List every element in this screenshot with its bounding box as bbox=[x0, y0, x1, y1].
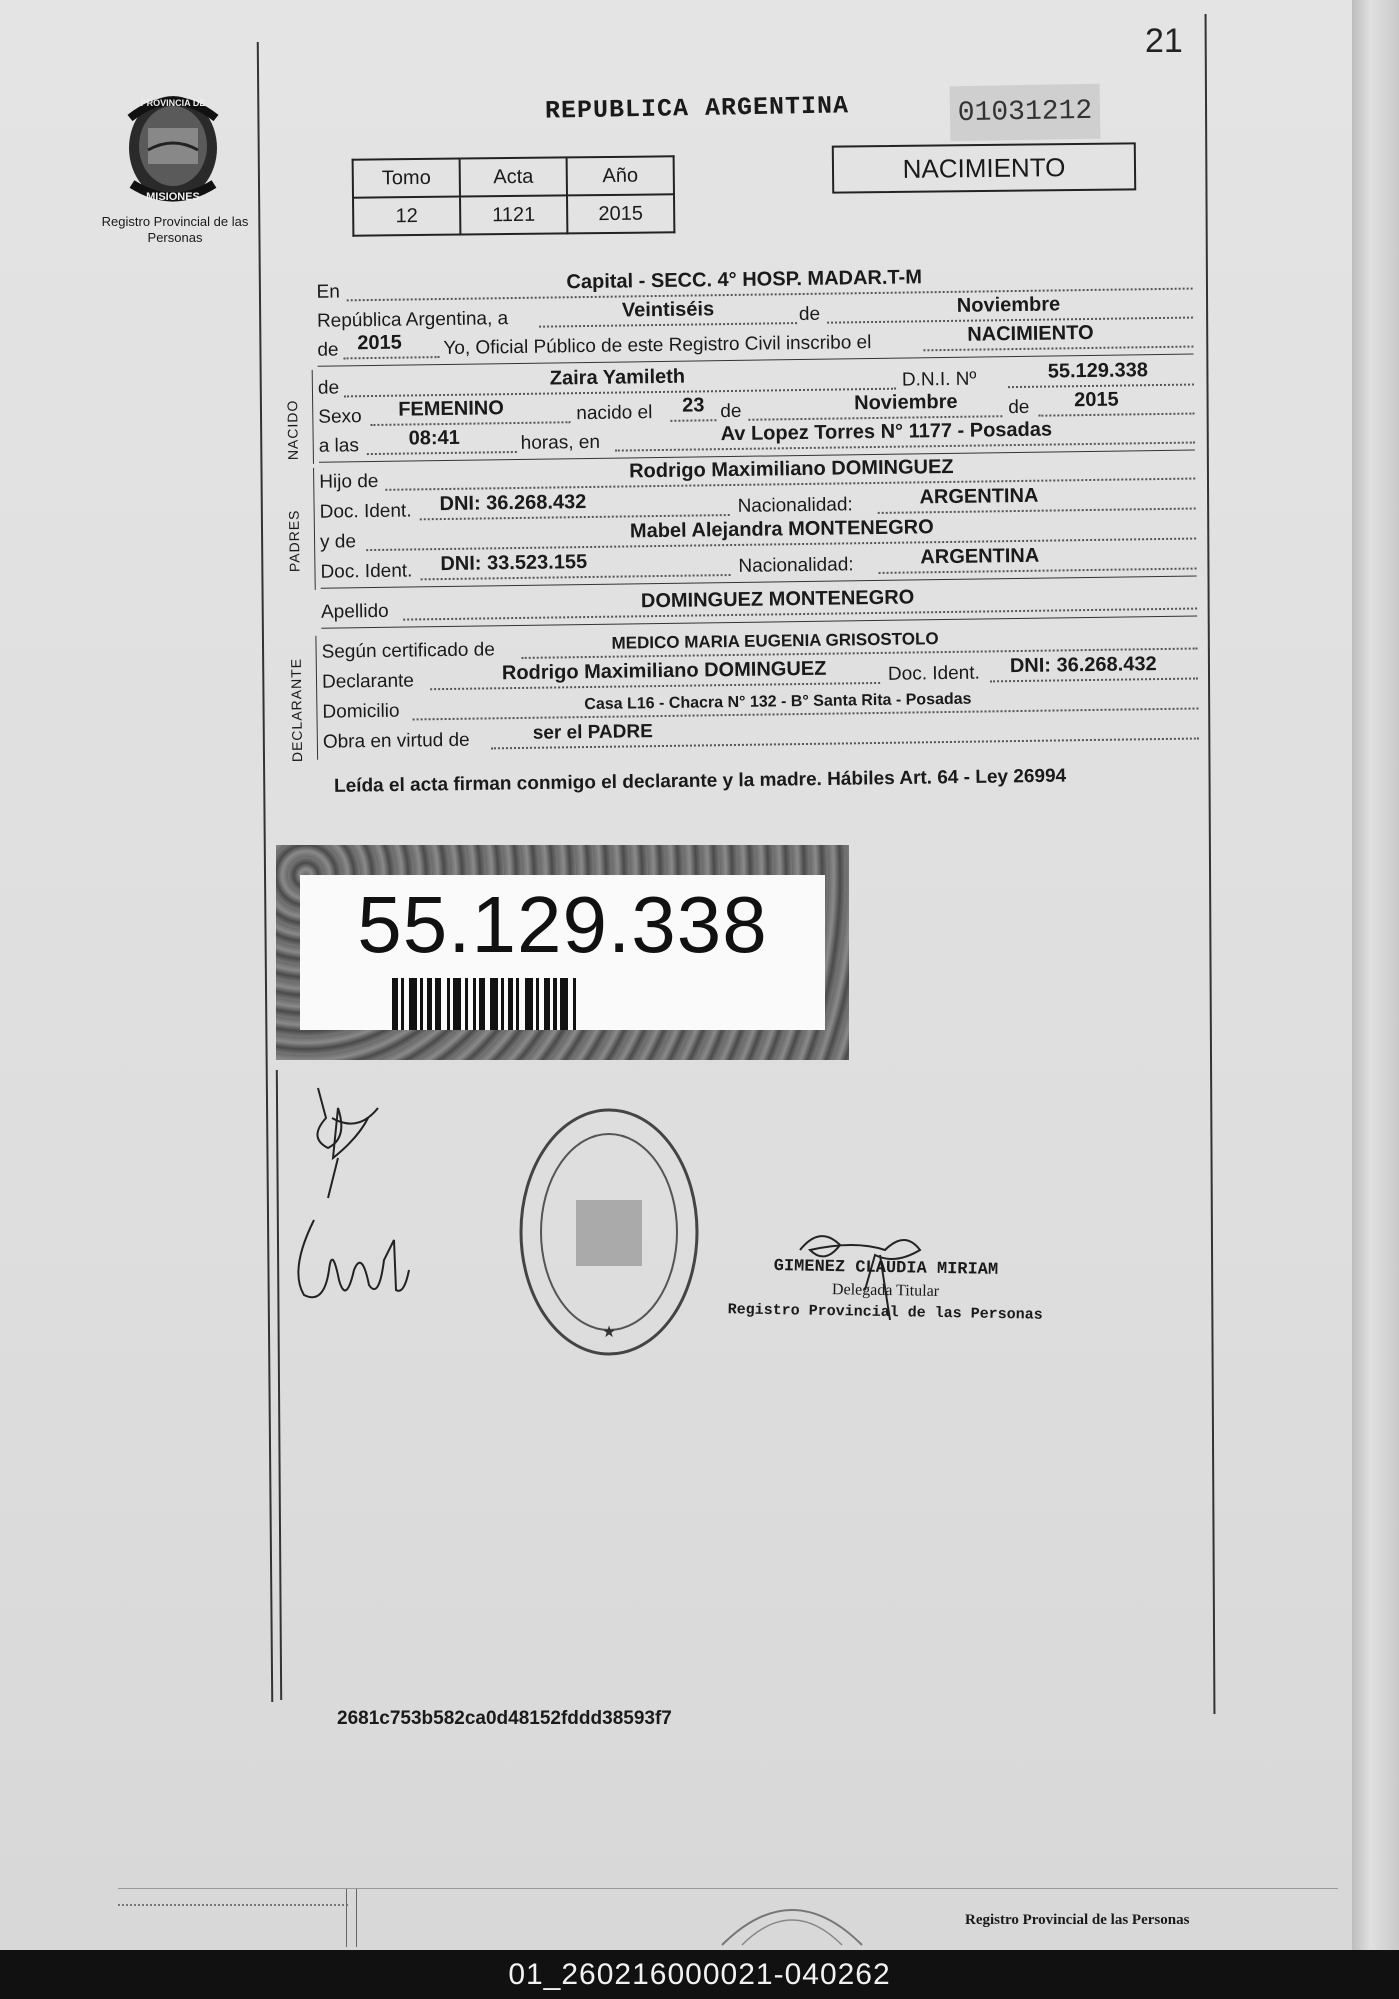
value-name: Zaira Yamileth bbox=[549, 365, 686, 390]
record-type-box: NACIMIENTO bbox=[832, 142, 1136, 193]
value-acta: 1121 bbox=[460, 195, 567, 234]
dotted-line bbox=[990, 678, 1198, 683]
label-domicilio: Domicilio bbox=[322, 700, 400, 723]
label-horas: horas, en bbox=[520, 431, 601, 454]
record-table-header-row bbox=[353, 156, 674, 197]
official-stamp-icon bbox=[514, 1105, 704, 1360]
value-sexo: FEMENINO bbox=[398, 397, 504, 421]
signature-mother-icon bbox=[284, 1210, 424, 1320]
section-bracket bbox=[315, 636, 318, 760]
document-title: REPUBLICA ARGENTINA bbox=[544, 91, 850, 126]
record-form bbox=[284, 237, 1200, 763]
value-ano: 2015 bbox=[567, 194, 674, 233]
value-certificate: MEDICO MARIA EUGENIA GRISOSTOLO bbox=[611, 629, 939, 653]
barcode-label bbox=[300, 875, 825, 1030]
label-doc-ident: Doc. Ident. bbox=[320, 560, 413, 583]
label-birth-de1: de bbox=[720, 400, 742, 423]
label-inscribo: Yo, Oficial Público de este Registro Civil inscribo el bbox=[443, 332, 872, 360]
dotted-line bbox=[430, 682, 880, 690]
value-address: Casa L16 - Chacra N° 132 - B° Santa Rita - Posadas bbox=[584, 690, 972, 714]
label-dni: D.N.I. Nº bbox=[901, 368, 977, 391]
section-bracket bbox=[313, 468, 316, 590]
serial-number: 01031212 bbox=[950, 84, 1101, 142]
label-de-name: de bbox=[317, 377, 340, 399]
label-nacionalidad: Nacionalidad: bbox=[737, 494, 853, 517]
section-label-nacido: NACIDO bbox=[284, 399, 301, 461]
barcode-bar bbox=[560, 978, 568, 1030]
barcode-bar bbox=[525, 978, 533, 1030]
value-surname: DOMINGUEZ MONTENEGRO bbox=[640, 586, 915, 613]
signature-declarant-icon bbox=[298, 1078, 398, 1208]
dotted-line bbox=[1008, 384, 1194, 389]
value-birth-year: 2015 bbox=[1074, 388, 1119, 412]
official-office: Registro Provincial de las Personas bbox=[727, 1301, 1043, 1324]
value-month: Noviembre bbox=[956, 293, 1061, 317]
value-dni: 55.129.338 bbox=[1047, 359, 1149, 383]
dotted-line bbox=[370, 421, 570, 426]
barcode-number: 55.129.338 bbox=[357, 880, 768, 969]
right-frame-rule bbox=[1205, 14, 1216, 1714]
label-obra: Obra en virtud de bbox=[322, 729, 470, 753]
value-day: Veintiséis bbox=[621, 298, 715, 322]
value-declarant-name: Rodrigo Maximiliano DOMINGUEZ bbox=[501, 657, 827, 685]
label-republica: República Argentina, a bbox=[316, 308, 509, 332]
barcode-bar bbox=[409, 978, 417, 1030]
value-place: Capital - SECC. 4° HOSP. MADAR.T-M bbox=[566, 266, 923, 294]
header-ano: Año bbox=[567, 156, 674, 195]
section-label-declarante: DECLARANTE bbox=[287, 657, 306, 763]
barcode-bar bbox=[576, 978, 579, 1030]
header-tomo: Tomo bbox=[353, 159, 460, 198]
header-acta: Acta bbox=[460, 157, 567, 196]
value-birth-month: Noviembre bbox=[854, 390, 958, 415]
dotted-line bbox=[344, 356, 440, 359]
value-act: NACIMIENTO bbox=[967, 321, 1094, 346]
official-name: GIMENEZ CLAUDIA MIRIAM bbox=[773, 1257, 999, 1280]
official-role: Delegada Titular bbox=[831, 1281, 940, 1300]
value-mother-name: Mabel Alejandra MONTENEGRO bbox=[629, 516, 934, 543]
label-hijo: Hijo de bbox=[319, 470, 379, 493]
label-apellido: Apellido bbox=[320, 600, 389, 623]
seal-top-text: PROVINCIA DE bbox=[140, 98, 206, 108]
barcode-bar bbox=[490, 978, 498, 1030]
lower-margin-rule bbox=[276, 1070, 282, 1700]
page-edge bbox=[1352, 0, 1399, 1950]
dotted-line bbox=[1038, 413, 1194, 417]
dni-barcode-sticker bbox=[276, 845, 849, 1060]
label-doc-ident: Doc. Ident. bbox=[319, 500, 412, 523]
dotted-line bbox=[923, 346, 1193, 352]
value-declarant-doc: DNI: 36.268.432 bbox=[1009, 653, 1157, 678]
dotted-line bbox=[539, 322, 797, 328]
value-birth-place: Av Lopez Torres N° 1177 - Posadas bbox=[720, 418, 1053, 446]
footer-file-id: 01_260216000021-040262 bbox=[0, 1950, 1399, 1999]
label-y-de: y de bbox=[319, 531, 357, 553]
value-time: 08:41 bbox=[408, 426, 460, 450]
value-year: 2015 bbox=[357, 331, 402, 355]
page-number: 21 bbox=[1145, 22, 1183, 60]
label-alas: a las bbox=[318, 435, 360, 457]
value-mother-doc: DNI: 33.523.155 bbox=[440, 551, 588, 576]
registry-label: Registro Provincial de las Personas bbox=[101, 214, 249, 245]
seal-bottom-text: MISIONES bbox=[146, 191, 200, 203]
record-table bbox=[352, 155, 676, 236]
value-mother-nationality: ARGENTINA bbox=[920, 544, 1040, 569]
label-en: En bbox=[316, 281, 340, 303]
value-birth-day: 23 bbox=[682, 394, 705, 417]
province-seal-icon bbox=[118, 88, 228, 208]
section-label-padres: PADRES bbox=[285, 509, 303, 573]
margin-rule bbox=[257, 42, 273, 1702]
table-rule bbox=[346, 1889, 347, 1947]
label-de-year: de bbox=[317, 339, 339, 361]
section-bracket bbox=[312, 370, 314, 464]
value-virtue: ser el PADRE bbox=[532, 721, 653, 744]
value-father-doc: DNI: 36.268.432 bbox=[439, 491, 587, 516]
label-nacido: nacido el bbox=[576, 402, 653, 425]
label-nacionalidad: Nacionalidad: bbox=[738, 554, 854, 577]
bottom-office-label: Registro Provincial de las Personas bbox=[965, 1912, 1190, 1928]
value-father-name: Rodrigo Maximiliano DOMINGUEZ bbox=[628, 455, 954, 483]
barcode-icon bbox=[392, 978, 579, 1030]
label-birth-de2: de bbox=[1008, 396, 1030, 419]
barcode-bar bbox=[453, 978, 461, 1030]
dotted-line bbox=[118, 1903, 348, 1906]
dotted-line bbox=[367, 451, 517, 455]
label-segun: Según certificado de bbox=[321, 639, 495, 663]
label-de: de bbox=[798, 303, 821, 326]
document-hash: 2681c753b582ca0d48152fddd38593f7 bbox=[337, 1708, 672, 1729]
partial-stamp-icon bbox=[712, 1895, 872, 1950]
table-rule bbox=[356, 1889, 357, 1947]
svg-text:★: ★ bbox=[601, 1324, 617, 1341]
value-tomo: 12 bbox=[353, 197, 460, 236]
dotted-line bbox=[670, 419, 716, 422]
label-sexo: Sexo bbox=[318, 406, 362, 428]
label-declarante: Declarante bbox=[321, 670, 415, 693]
official-signature-block bbox=[727, 1255, 1043, 1326]
label-decl-doc-ident: Doc. Ident. bbox=[887, 662, 981, 685]
record-table-value-row bbox=[353, 194, 674, 235]
value-father-nationality: ARGENTINA bbox=[919, 484, 1039, 509]
closing-statement: Leída el acta firman conmigo el declarante y la madre. Hábiles Art. 64 - Ley 26994 bbox=[333, 765, 1067, 797]
